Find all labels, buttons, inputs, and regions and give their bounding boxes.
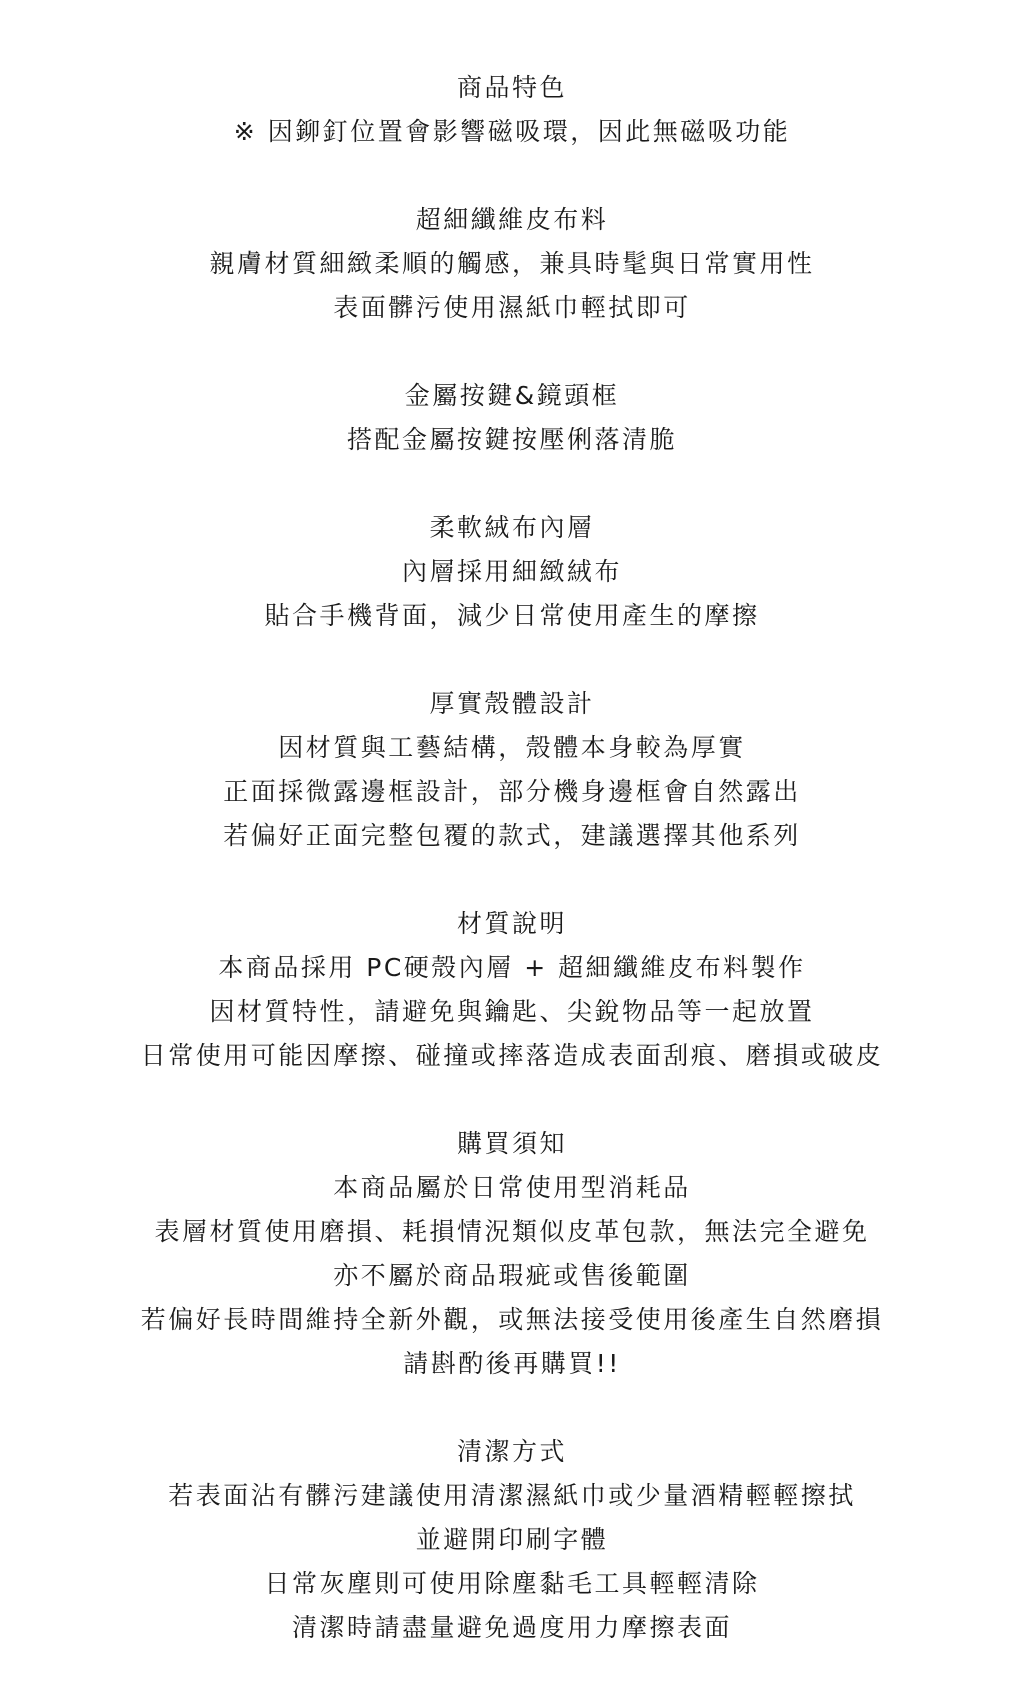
section-line: 清潔時請盡量避免過度用力摩擦表面 (291, 1613, 732, 1642)
section-microfiber-fabric (0, 198, 1024, 330)
section-heading: 購買須知 (456, 1129, 567, 1158)
section-line: 日常使用可能因摩擦、碰撞或摔落造成表面刮痕、磨損或破皮 (140, 1041, 884, 1070)
section-heading: 柔軟絨布內層 (429, 513, 595, 542)
section-line: 日常灰塵則可使用除塵黏毛工具輕輕清除 (264, 1569, 760, 1598)
section-line: 本商品屬於日常使用型消耗品 (333, 1173, 691, 1202)
section-line: 因材質與工藝結構，殼體本身較為厚實 (278, 733, 746, 762)
section-line: 本商品採用 PC硬殼內層 + 超細纖維皮布料製作 (218, 953, 806, 982)
section-line: 因材質特性，請避免與鑰匙、尖銳物品等一起放置 (209, 997, 815, 1026)
section-thick-shell (0, 682, 1024, 858)
section-heading: 金屬按鍵&鏡頭框 (404, 381, 620, 410)
section-line: 貼合手機背面，減少日常使用產生的摩擦 (264, 601, 760, 630)
section-cleaning (0, 1430, 1024, 1650)
section-heading: 商品特色 (456, 73, 567, 102)
section-heading: 清潔方式 (456, 1437, 567, 1466)
section-line: ※ 因鉚釘位置會影響磁吸環，因此無磁吸功能 (233, 117, 791, 146)
section-purchase-notice (0, 1122, 1024, 1386)
section-line: 若表面沾有髒污建議使用清潔濕紙巾或少量酒精輕輕擦拭 (168, 1481, 856, 1510)
section-line: 內層採用細緻絨布 (401, 557, 622, 586)
section-line: 搭配金屬按鍵按壓俐落清脆 (346, 425, 677, 454)
section-material-notes (0, 902, 1024, 1078)
section-velvet-lining (0, 506, 1024, 638)
section-line: 請斟酌後再購買!! (403, 1349, 621, 1378)
section-line: 表面髒污使用濕紙巾輕拭即可 (333, 293, 691, 322)
section-heading: 超細纖維皮布料 (415, 205, 609, 234)
section-line: 表層材質使用磨損、耗損情況類似皮革包款，無法完全避免 (154, 1217, 870, 1246)
section-heading: 材質說明 (456, 909, 567, 938)
section-line: 亦不屬於商品瑕疵或售後範圍 (333, 1261, 691, 1290)
section-line: 並避開印刷字體 (415, 1525, 609, 1554)
section-metal-buttons (0, 374, 1024, 462)
section-line: 若偏好正面完整包覆的款式，建議選擇其他系列 (223, 821, 801, 850)
section-features (0, 66, 1024, 154)
section-heading: 厚實殼體設計 (429, 689, 595, 718)
section-line: 正面採微露邊框設計，部分機身邊框會自然露出 (223, 777, 801, 806)
section-line: 親膚材質細緻柔順的觸感，兼具時髦與日常實用性 (209, 249, 815, 278)
section-line: 若偏好長時間維持全新外觀，或無法接受使用後產生自然磨損 (140, 1305, 884, 1334)
